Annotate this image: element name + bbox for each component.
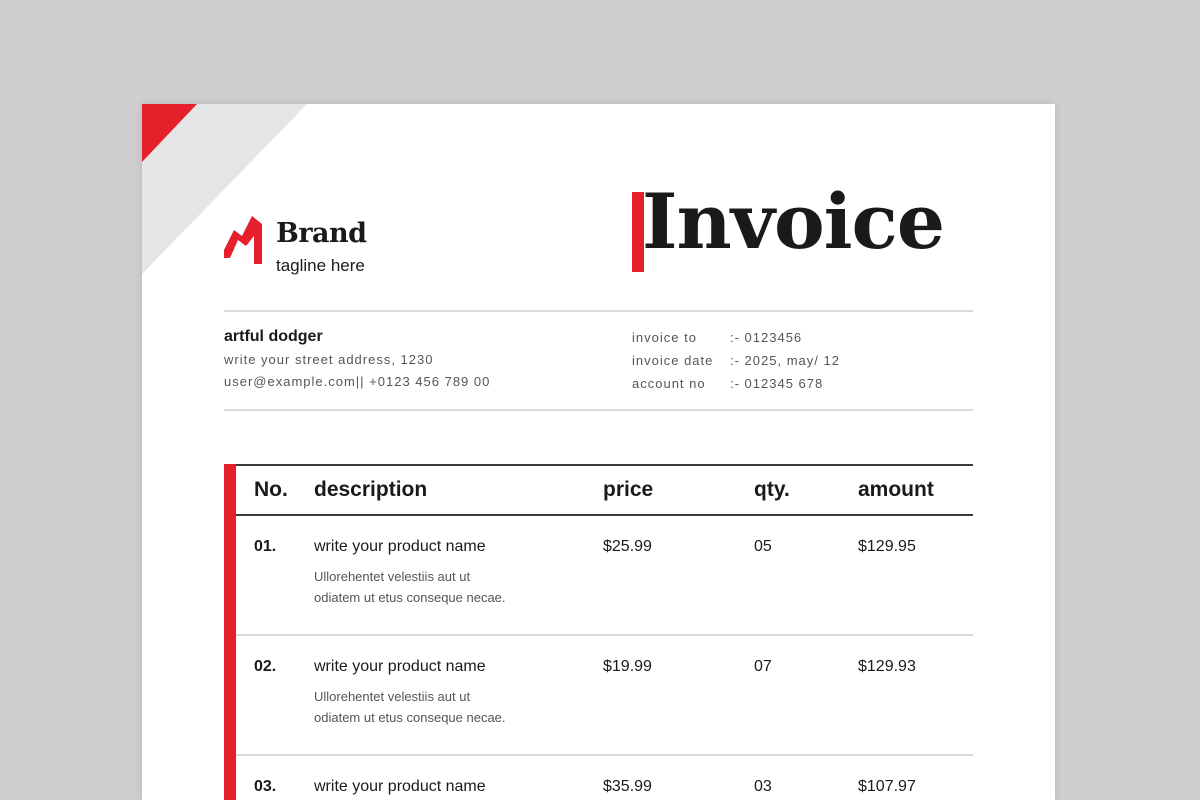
item-number: 01.	[254, 538, 277, 555]
header-description: description	[314, 478, 428, 501]
invoice-title: Invoice	[642, 177, 945, 266]
header-amount: amount	[858, 478, 934, 501]
meta-label: account no	[632, 376, 706, 391]
items-table	[236, 464, 973, 800]
item-description-line: Ullorehentet velestiis aut ut	[314, 689, 471, 704]
item-amount: $129.93	[858, 658, 916, 675]
divider	[224, 310, 973, 312]
client-info	[224, 328, 490, 396]
item-amount: $107.97	[858, 778, 916, 795]
table-header	[236, 464, 973, 516]
header-price: price	[603, 478, 654, 501]
meta-value: :- 012345 678	[730, 376, 824, 391]
brand-name: Brand	[276, 218, 367, 249]
table-row	[236, 756, 973, 800]
client-contact: user@example.com|| +0123 456 789 00	[224, 374, 491, 389]
item-number: 02.	[254, 658, 277, 675]
invoice-sheet	[142, 104, 1055, 800]
item-price: $35.99	[603, 778, 652, 795]
meta-row	[632, 330, 840, 353]
item-name: write your product name	[314, 538, 486, 555]
divider	[224, 409, 973, 411]
meta-row	[632, 353, 840, 376]
item-description	[314, 686, 506, 728]
meta-value: :- 0123456	[730, 330, 803, 345]
item-description-line: odiatem ut etus conseque necae.	[314, 710, 506, 725]
meta-row	[632, 376, 840, 399]
item-description-line: odiatem ut etus conseque necae.	[314, 590, 506, 605]
item-description-line: Ullorehentet velestiis aut ut	[314, 569, 471, 584]
item-price: $19.99	[603, 658, 652, 675]
brand-tagline: tagline here	[276, 256, 365, 275]
item-qty: 07	[754, 658, 772, 675]
item-description	[314, 566, 506, 608]
invoice-meta	[632, 330, 840, 399]
header-no: No.	[254, 478, 288, 501]
header-qty: qty.	[754, 478, 790, 501]
brand-mark-icon	[224, 212, 264, 267]
item-amount: $129.95	[858, 538, 916, 555]
item-price: $25.99	[603, 538, 652, 555]
item-number: 03.	[254, 778, 277, 795]
meta-label: invoice date	[632, 353, 714, 368]
item-name: write your product name	[314, 778, 486, 795]
table-row	[236, 636, 973, 756]
client-address: write your street address, 1230	[224, 352, 434, 367]
table-accent-bar	[224, 464, 236, 800]
meta-label: invoice to	[632, 330, 697, 345]
table-row	[236, 516, 973, 636]
item-name: write your product name	[314, 658, 486, 675]
meta-value: :- 2025, may/ 12	[730, 353, 840, 368]
client-name: artful dodger	[224, 328, 323, 345]
item-qty: 03	[754, 778, 772, 795]
item-qty: 05	[754, 538, 772, 555]
